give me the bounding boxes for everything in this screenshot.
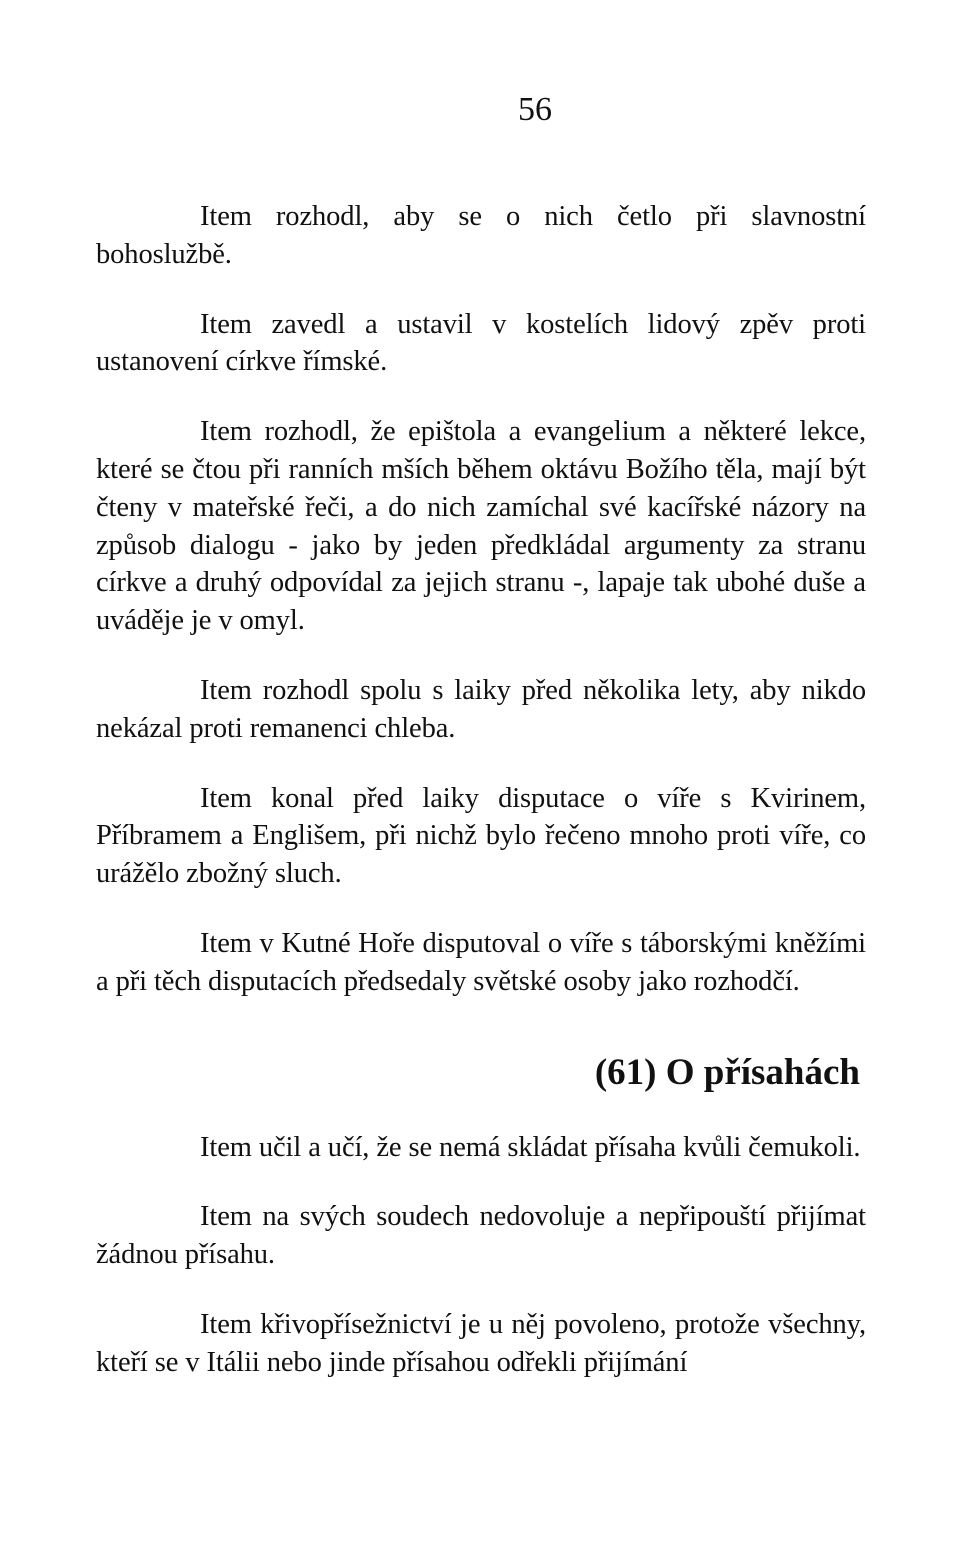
- paragraph: Item v Kutné Hoře disputoval o víře s táborskými kněžími a při těch disputacích předsedaly světské osoby jako rozhodčí.: [96, 927, 866, 997]
- paragraph: Item rozhodl, aby se o nich četlo při slavnostní bohoslužbě.: [96, 201, 866, 270]
- page-number: 56: [518, 91, 552, 128]
- paragraph: Item rozhodl, že epištola a evangelium a některé lekce, které se čtou při ranních mších během oktávu Božího těla, mají být čteny v mateřské řeči, a do nich zamíchal své kacířské názory na způsob dialogu - jako by jeden předkládal argumenty za stranu církve a druhý odpovídal za jejich stranu -, lapaje tak ubohé duše a uváděje je v omyl.: [96, 416, 866, 637]
- paragraph: Item zavedl a ustavil v kostelích lidový zpěv proti ustanovení církve římské.: [96, 308, 866, 378]
- text-body: [96, 198, 866, 1382]
- paragraph: Item křivopřísežnictví je u něj povoleno, protože všechny, kteří se v Itálii nebo jinde přísahou odřekli přijímání: [96, 1308, 866, 1378]
- paragraph: Item na svých soudech nedovoluje a nepřipouští přijímat žádnou přísahu.: [96, 1201, 866, 1271]
- paragraph: Item rozhodl spolu s laiky před několika lety, aby nikdo nekázal proti remanenci chleba.: [96, 674, 866, 744]
- paragraph: Item učil a učí, že se nemá skládat přísaha kvůli čemukoli.: [200, 1131, 861, 1163]
- paragraph: Item konal před laiky disputace o víře s Kvirinem, Příbramem a Englišem, při nichž bylo řečeno mnoho proti víře, co urážělo zbožný sluch.: [96, 782, 866, 890]
- section-heading: (61) O přísahách: [594, 1051, 860, 1093]
